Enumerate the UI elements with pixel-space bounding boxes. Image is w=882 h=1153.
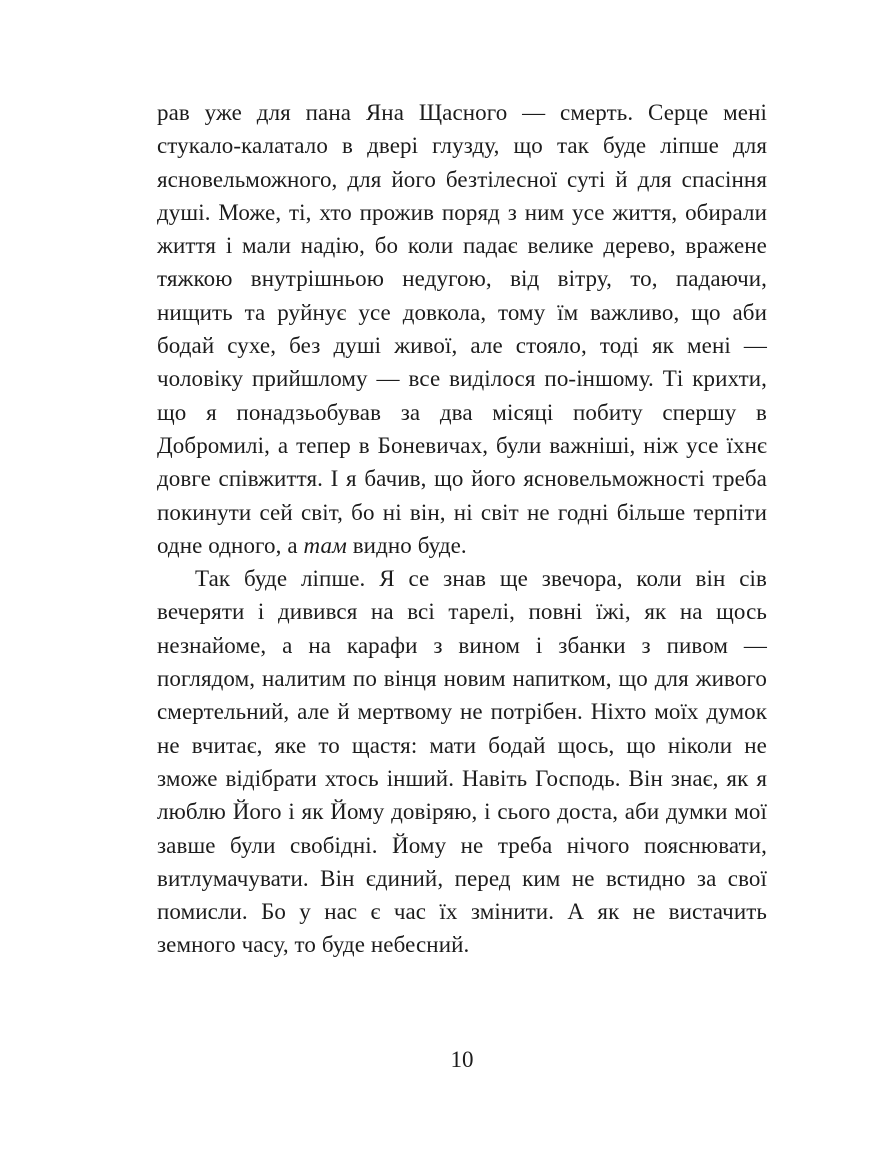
paragraph-text-italic: там <box>303 532 347 558</box>
page-number: 10 <box>450 1047 474 1072</box>
paragraph-text: рав уже для пана Яна Щасного — смерть. Серце мені стукало-калатало в двері глузду, що так буде ліпше для ясновельможного, для його безтілесної суті й для спасіння душі. Може, ті, хто прожив поряд з ним усе життя, обирали життя і мали надію, бо коли падає велике дерево, вражене тяжкою внутрішньою недугою, від вітру, то, падаючи, нищить та руйнує усе довкола, тому їм важливо, що аби бодай сухе, без душі живої, але стояло, тоді як мені — чоловіку прийшлому — все виділося по-іншому. Ті крихти, що я понадзьобував за два місяці побиту спершу в Добромилі, а тепер в Боневичах, були важніші, ніж усе їхнє довге співжиття. І я бачив, що його ясновельможності треба покинути сей світ, бо ні він, ні світ не годні більше терпіти одне одного, а <box>157 100 767 558</box>
paragraph-continuation <box>157 96 767 562</box>
paragraph-text: видно буде. <box>346 532 467 558</box>
paragraph <box>157 562 767 962</box>
text-block <box>157 96 767 962</box>
paragraph-text: Так буде ліпше. Я се знав ще звечора, коли він сів вечеряти і дивився на всі тарелі, повні їжі, як на щось незнайоме, а на карафи з вином і збанки з пивом — поглядом, налитим по вінця новим напитком, що для живого смертельний, але й мертвому не потрібен. Ніхто моїх думок не вчитає, яке то щастя: мати бодай щось, що ніколи не зможе відібрати хтось інший. Навіть Господь. Він знає, як я люблю Його і як Йому довіряю, і сього доста, аби думки мої завше були свобідні. Йому не треба нічого пояснювати, витлумачувати. Він єдиний, перед ким не встидно за свої помисли. Бо у нас є час їх змінити. А як не вистачить земного часу, то буде небесний. <box>157 566 767 958</box>
